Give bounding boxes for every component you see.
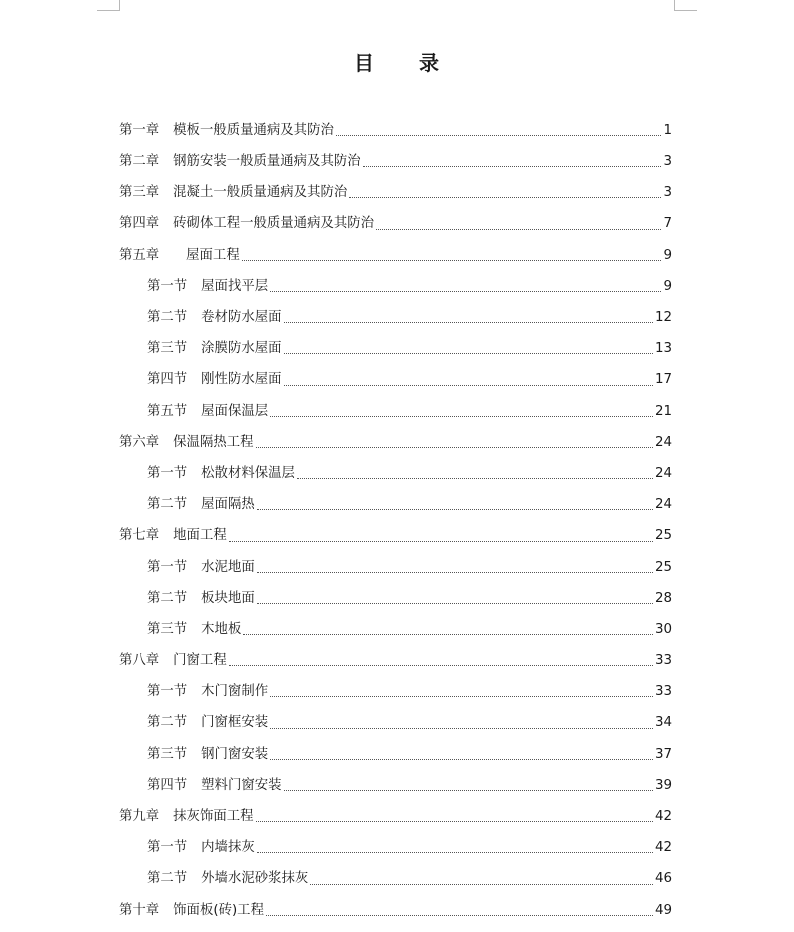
toc-entry-title: 模板一般质量通病及其防治 [173,122,334,138]
toc-chapter-entry[interactable] [119,240,672,271]
toc-entry-number: 第四章 [119,216,160,232]
toc-chapter-entry[interactable] [119,115,672,146]
toc-entry-title: 抹灰饰面工程 [173,809,254,825]
toc-page-number: 9 [663,278,672,294]
toc-entry-title: 混凝土一般质量通病及其防治 [173,185,348,201]
toc-entry-number: 第三节 [147,746,188,762]
toc-title [0,47,794,76]
toc-entry-number: 第二节 [147,497,188,513]
toc-dot-leader [349,197,661,198]
toc-dot-leader [284,385,653,386]
toc-page-number: 25 [654,559,672,575]
toc-entry-number: 第一节 [147,840,188,856]
toc-page-number: 34 [654,715,672,731]
toc-entry-number: 第一节 [147,465,188,481]
toc-dot-leader [284,322,653,323]
toc-chapter-entry[interactable] [119,801,672,832]
toc-page-number: 46 [654,871,672,887]
toc-dot-leader [376,229,661,230]
toc-entry-number: 第二章 [119,154,160,170]
toc-page-number: 9 [663,247,672,263]
toc-page-number: 3 [663,185,672,201]
toc-dot-leader [297,478,653,479]
page-corner-mark-left [97,0,120,11]
toc-entry-title: 卷材防水屋面 [201,310,282,326]
toc-entry-number: 第一章 [119,122,160,138]
toc-dot-leader [270,728,653,729]
toc-page-number: 30 [654,621,672,637]
toc-chapter-entry[interactable] [119,520,672,551]
toc-dot-leader [229,665,653,666]
toc-page-number: 12 [654,310,672,326]
toc-section-entry[interactable] [119,271,672,302]
toc-entry-title: 保温隔热工程 [173,434,254,450]
toc-section-entry[interactable] [119,864,672,895]
toc-page-number: 42 [654,809,672,825]
toc-page-number: 39 [654,777,672,793]
toc-dot-leader [257,603,653,604]
toc-page-number: 25 [654,528,672,544]
toc-entry-title: 地面工程 [173,528,227,544]
toc-entry-number: 第四节 [147,372,188,388]
toc-page-number: 24 [654,497,672,513]
toc-entry-title: 门窗框安装 [201,715,269,731]
toc-entry-number: 第二节 [147,715,188,731]
toc-entry-title: 内墙抹灰 [201,840,255,856]
toc-dot-leader [266,915,653,916]
toc-entry-number: 第二节 [147,310,188,326]
toc-section-entry[interactable] [119,583,672,614]
toc-entry-number: 第十章 [119,902,160,918]
toc-entry-title: 屋面找平层 [201,278,269,294]
toc-chapter-entry[interactable] [119,177,672,208]
toc-section-entry[interactable] [119,302,672,333]
toc-section-entry[interactable] [119,739,672,770]
toc-entry-title: 砖砌体工程一般质量通病及其防治 [173,216,375,232]
toc-section-entry[interactable] [119,396,672,427]
toc-entry-number: 第三节 [147,621,188,637]
toc-dot-leader [363,166,662,167]
toc-dot-leader [257,509,653,510]
toc-entry-number: 第七章 [119,528,160,544]
toc-entry-number: 第一节 [147,278,188,294]
toc-dot-leader [243,634,653,635]
toc-section-entry[interactable] [119,489,672,520]
toc-dot-leader [284,353,653,354]
toc-chapter-entry[interactable] [119,427,672,458]
toc-title-char: 录 [419,51,440,75]
toc-section-entry[interactable] [119,333,672,364]
toc-chapter-entry[interactable] [119,895,672,926]
toc-entry-title: 板块地面 [201,590,255,606]
toc-dot-leader [256,447,653,448]
toc-entry-number: 第二节 [147,871,188,887]
toc-page-number: 1 [663,122,672,138]
toc-dot-leader [257,572,653,573]
toc-page-number: 24 [654,465,672,481]
toc-title-char: 目 [354,51,375,75]
table-of-contents [119,115,672,926]
toc-page-number: 28 [654,590,672,606]
toc-chapter-entry[interactable] [119,645,672,676]
toc-dot-leader [257,852,653,853]
toc-chapter-entry[interactable] [119,146,672,177]
toc-page-number: 13 [654,341,672,357]
toc-entry-title: 外墙水泥砂浆抹灰 [201,871,309,887]
toc-page-number: 49 [654,902,672,918]
toc-page-number: 33 [654,653,672,669]
toc-dot-leader [256,821,653,822]
toc-section-entry[interactable] [119,614,672,645]
toc-section-entry[interactable] [119,676,672,707]
toc-entry-title: 钢门窗安装 [201,746,269,762]
toc-section-entry[interactable] [119,770,672,801]
toc-chapter-entry[interactable] [119,209,672,240]
toc-dot-leader [284,790,653,791]
toc-entry-title: 饰面板(砖)工程 [173,902,264,918]
toc-entry-number: 第八章 [119,653,160,669]
toc-dot-leader [336,135,662,136]
toc-entry-number: 第九章 [119,809,160,825]
toc-page-number: 37 [654,746,672,762]
toc-entry-title: 屋面工程 [186,247,240,263]
toc-page-number: 17 [654,372,672,388]
toc-entry-number: 第六章 [119,434,160,450]
toc-dot-leader [270,696,653,697]
toc-entry-number: 第三节 [147,341,188,357]
toc-entry-title: 刚性防水屋面 [201,372,282,388]
toc-entry-number: 第三章 [119,185,160,201]
toc-entry-number: 第四节 [147,777,188,793]
toc-page-number: 21 [654,403,672,419]
toc-entry-number: 第二节 [147,590,188,606]
toc-entry-number: 第五章 [119,247,160,263]
toc-entry-title: 木地板 [201,621,242,637]
toc-section-entry[interactable] [119,552,672,583]
toc-page-number: 24 [654,434,672,450]
toc-entry-title: 木门窗制作 [201,684,269,700]
toc-entry-number: 第一节 [147,559,188,575]
toc-page-number: 33 [654,684,672,700]
page-corner-mark-right [674,0,697,11]
toc-entry-number: 第一节 [147,684,188,700]
toc-dot-leader [270,291,661,292]
toc-dot-leader [310,884,653,885]
toc-entry-title: 门窗工程 [173,653,227,669]
toc-page-number: 3 [663,154,672,170]
toc-entry-title: 塑料门窗安装 [201,777,282,793]
toc-page-number: 42 [654,840,672,856]
toc-entry-title: 钢筋安装一般质量通病及其防治 [173,154,361,170]
toc-entry-title: 屋面保温层 [201,403,269,419]
toc-entry-title: 水泥地面 [201,559,255,575]
toc-entry-title: 松散材料保温层 [201,465,295,481]
toc-dot-leader [242,260,662,261]
toc-entry-number: 第五节 [147,403,188,419]
toc-section-entry[interactable] [119,365,672,396]
toc-dot-leader [229,541,653,542]
toc-dot-leader [270,759,653,760]
toc-section-entry[interactable] [119,458,672,489]
toc-section-entry[interactable] [119,832,672,863]
toc-entry-title: 屋面隔热 [201,497,255,513]
toc-page-number: 7 [663,216,672,232]
toc-dot-leader [270,416,653,417]
toc-entry-title: 涂膜防水屋面 [201,341,282,357]
toc-section-entry[interactable] [119,708,672,739]
